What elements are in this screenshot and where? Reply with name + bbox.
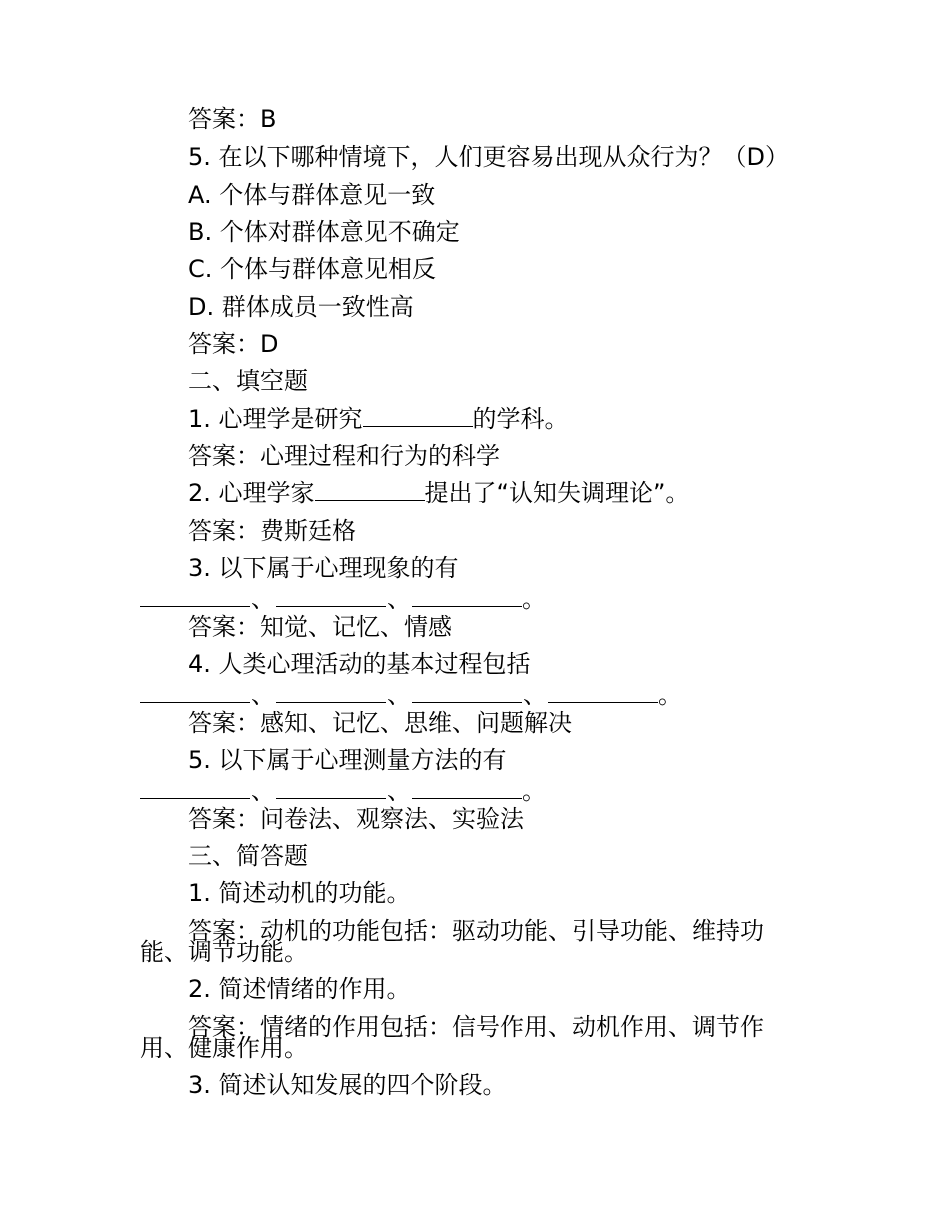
answer-line: 答案：心理过程和行为的科学 <box>188 442 500 470</box>
question-text: 2. 心理学家 <box>188 479 315 507</box>
fill-question-2 <box>188 478 689 508</box>
separator: 、 <box>251 585 275 613</box>
blank-line <box>140 584 250 607</box>
section-heading-short-answer: 三、简答题 <box>188 842 308 870</box>
option-d: D. 群体成员一致性高 <box>188 293 414 321</box>
question-5: 5. 在以下哪种情境下，人们更容易出现从众行为？（D） <box>188 143 790 171</box>
answer-line: 答案：问卷法、观察法、实验法 <box>188 805 524 833</box>
separator: 、 <box>523 681 547 709</box>
blank-line <box>548 680 658 703</box>
blank-line <box>140 776 250 799</box>
blank-line <box>276 584 386 607</box>
answer-line: 答案：费斯廷格 <box>188 517 356 545</box>
option-a: A. 个体与群体意见一致 <box>188 181 436 209</box>
separator: 、 <box>251 777 275 805</box>
answer-line: 答案：B <box>188 105 277 133</box>
separator: 、 <box>387 777 411 805</box>
question-text: 提出了“认知失调理论”。 <box>424 479 690 507</box>
fill-question-4: 4. 人类心理活动的基本过程包括 <box>188 650 531 678</box>
blank-line <box>412 584 522 607</box>
answer-line: 答案：感知、记忆、思维、问题解决 <box>188 709 572 737</box>
blank-row <box>140 680 682 707</box>
blank-line <box>363 404 473 427</box>
short-question-1: 1. 简述动机的功能。 <box>188 879 411 907</box>
period: 。 <box>522 585 546 613</box>
answer-line-continued: 能、调节功能。 <box>140 938 308 966</box>
blank-line <box>276 776 386 799</box>
blank-line <box>412 776 522 799</box>
blank-line <box>315 478 425 501</box>
answer-line: 答案：D <box>188 330 279 358</box>
blank-row <box>140 584 546 611</box>
option-b: B. 个体对群体意见不确定 <box>188 218 460 246</box>
period: 。 <box>522 777 546 805</box>
separator: 、 <box>387 585 411 613</box>
blank-line <box>140 680 250 703</box>
blank-line <box>412 680 522 703</box>
blank-row <box>140 776 546 803</box>
fill-question-3: 3. 以下属于心理现象的有 <box>188 554 459 582</box>
blank-line <box>276 680 386 703</box>
question-text: 的学科。 <box>472 405 569 433</box>
option-c: C. 个体与群体意见相反 <box>188 255 437 283</box>
fill-question-5: 5. 以下属于心理测量方法的有 <box>188 746 507 774</box>
separator: 、 <box>251 681 275 709</box>
fill-question-1 <box>188 404 569 434</box>
period: 。 <box>658 681 682 709</box>
answer-line: 答案：动机的功能包括：驱动功能、引导功能、维持功 <box>188 917 764 945</box>
question-text: 1. 心理学是研究 <box>188 405 363 433</box>
short-question-2: 2. 简述情绪的作用。 <box>188 975 411 1003</box>
answer-line: 答案：知觉、记忆、情感 <box>188 613 452 641</box>
section-heading-fill-in: 二、填空题 <box>188 367 308 395</box>
answer-line: 答案：情绪的作用包括：信号作用、动机作用、调节作 <box>188 1013 764 1041</box>
separator: 、 <box>387 681 411 709</box>
short-question-3: 3. 简述认知发展的四个阶段。 <box>188 1071 507 1099</box>
answer-line-continued: 用、健康作用。 <box>140 1034 308 1062</box>
